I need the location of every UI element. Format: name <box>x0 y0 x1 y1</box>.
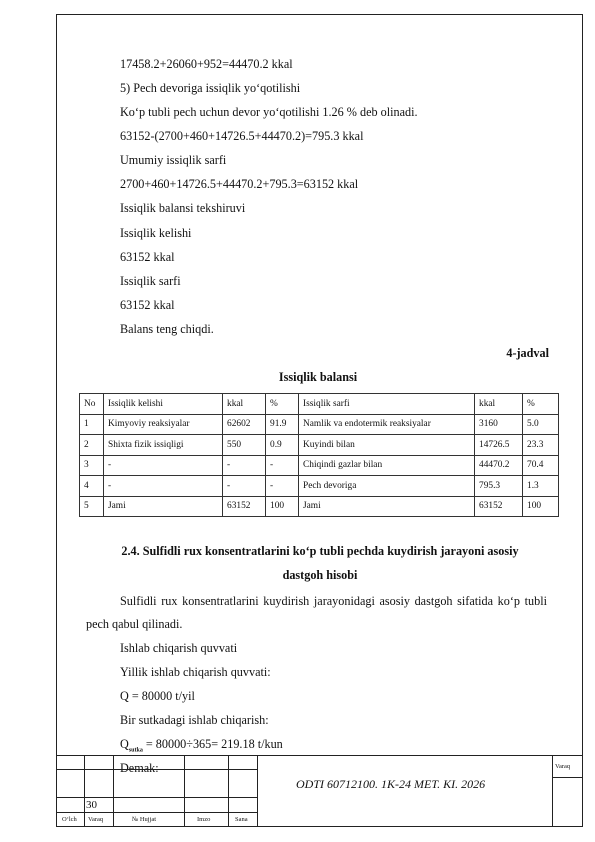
table-row <box>80 435 559 456</box>
document-code: ODTI 60712100. 1K-24 MET. KI. 2026 <box>296 777 486 791</box>
paragraph: Sulfidli rux konsentratlarini kuydirish jarayonidagi asosiy dastgoh sifatida ko‘p tubli pech qabul qilinadi. <box>86 594 547 631</box>
text-line: Demak: <box>120 761 159 775</box>
col-label: Imzo <box>197 816 211 823</box>
header-cell: No <box>80 394 104 415</box>
text-line: Umumiy issiqlik sarfi <box>120 153 227 167</box>
table-cell: - <box>223 476 266 497</box>
table-cell: 0.9 <box>266 435 299 456</box>
col-label: Varaq <box>88 816 104 823</box>
header-cell: % <box>523 394 559 415</box>
text-line: Ko‘p tubli pech uchun devor yo‘qotilishi 1.26 % deb olinadi. <box>120 105 418 119</box>
text-line: Balans teng chiqdi. <box>120 322 214 336</box>
table-cell: Jami <box>104 496 223 517</box>
text-line: 17458.2+26060+952=44470.2 kkal <box>120 57 293 71</box>
text-line: Issiqlik kelishi <box>120 226 192 240</box>
table-cell: 14726.5 <box>475 435 523 456</box>
varaq-label: Varaq <box>555 763 571 770</box>
table-cell: - <box>266 476 299 497</box>
table-cell: 3160 <box>475 414 523 435</box>
table-label: 4-jadval <box>506 346 549 360</box>
table-cell: 5 <box>80 496 104 517</box>
table-cell: Namlik va endotermik reaksiyalar <box>299 414 475 435</box>
header-cell: kkal <box>475 394 523 415</box>
header-cell: Issiqlik kelishi <box>104 394 223 415</box>
text-line: 63152 kkal <box>120 298 175 312</box>
col-label: O‘lch <box>62 816 77 823</box>
sheet-number: 30 <box>86 799 97 811</box>
stamp-rule <box>84 755 85 827</box>
text-line: Yillik ishlab chiqarish quvvati: <box>120 665 271 679</box>
section-title: 2.4. Sulfidli rux konsentratlarini ko‘p tubli pechda kuydirish jarayoni asosiy <box>121 544 519 558</box>
formula-symbol: Q <box>120 737 129 751</box>
table-cell: 550 <box>223 435 266 456</box>
table-cell: 44470.2 <box>475 455 523 476</box>
table-title: Issiqlik balansi <box>278 370 358 384</box>
table-cell: 23.3 <box>523 435 559 456</box>
table-row <box>80 455 559 476</box>
formula-subscript: sutka <box>128 747 143 754</box>
stamp-rule <box>56 769 257 770</box>
table-cell: 70.4 <box>523 455 559 476</box>
text-line: 2700+460+14726.5+44470.2+795.3=63152 kkal <box>120 177 359 191</box>
stamp-rule <box>184 755 185 827</box>
col-label: № Hujjat <box>132 816 157 823</box>
stamp-rule <box>56 755 583 756</box>
stamp-rule <box>552 777 583 778</box>
stamp-rule <box>228 755 229 827</box>
heat-balance-table <box>79 393 559 517</box>
table-cell: 2 <box>80 435 104 456</box>
text-line: 5) Pech devoriga issiqlik yo‘qotilishi <box>120 81 301 95</box>
table-row <box>80 414 559 435</box>
stamp-rule <box>552 755 553 827</box>
table-cell: 100 <box>266 496 299 517</box>
table-cell: Kuyindi bilan <box>299 435 475 456</box>
stamp-rule <box>113 755 114 827</box>
text-line: Issiqlik sarfi <box>120 274 181 288</box>
table-cell: 1.3 <box>523 476 559 497</box>
title-block <box>56 755 583 827</box>
table-cell: Shixta fizik issiqligi <box>104 435 223 456</box>
table-cell: 63152 <box>223 496 266 517</box>
table-cell: 91.9 <box>266 414 299 435</box>
table-row <box>80 496 559 517</box>
header-cell: kkal <box>223 394 266 415</box>
table-cell: - <box>104 455 223 476</box>
stamp-rule <box>257 755 258 827</box>
table-cell: 100 <box>523 496 559 517</box>
col-label: Sana <box>235 816 248 823</box>
table-cell: - <box>266 455 299 476</box>
section-title-cont: dastgoh hisobi <box>282 568 358 582</box>
text-line: 63152 kkal <box>120 250 175 264</box>
header-cell: Issiqlik sarfi <box>299 394 475 415</box>
table-cell: - <box>223 455 266 476</box>
text-line: Ishlab chiqarish quvvati <box>120 641 238 655</box>
stamp-rule <box>56 797 257 798</box>
text-line: Issiqlik balansi tekshiruvi <box>120 201 246 215</box>
formula-line: Q = 80000 t/yil <box>120 689 195 703</box>
formula-text: = 80000÷365= 219.18 t/kun <box>142 737 283 751</box>
table-cell: 63152 <box>475 496 523 517</box>
text-line: Bir sutkadagi ishlab chiqarish: <box>120 713 269 727</box>
text-line: 63152-(2700+460+14726.5+44470.2)=795.3 kkal <box>120 129 364 143</box>
table-cell: Kimyoviy reaksiyalar <box>104 414 223 435</box>
table-cell: 5.0 <box>523 414 559 435</box>
table-header-row <box>80 394 559 415</box>
table-cell: 795.3 <box>475 476 523 497</box>
table-cell: Chiqindi gazlar bilan <box>299 455 475 476</box>
header-cell: % <box>266 394 299 415</box>
table-cell: 62602 <box>223 414 266 435</box>
table-cell: 4 <box>80 476 104 497</box>
table-cell: Pech devoriga <box>299 476 475 497</box>
table-cell: Jami <box>299 496 475 517</box>
formula-line <box>120 737 283 753</box>
table-cell: 3 <box>80 455 104 476</box>
stamp-rule <box>56 812 257 813</box>
table-cell: 1 <box>80 414 104 435</box>
table-row <box>80 476 559 497</box>
table-cell: - <box>104 476 223 497</box>
